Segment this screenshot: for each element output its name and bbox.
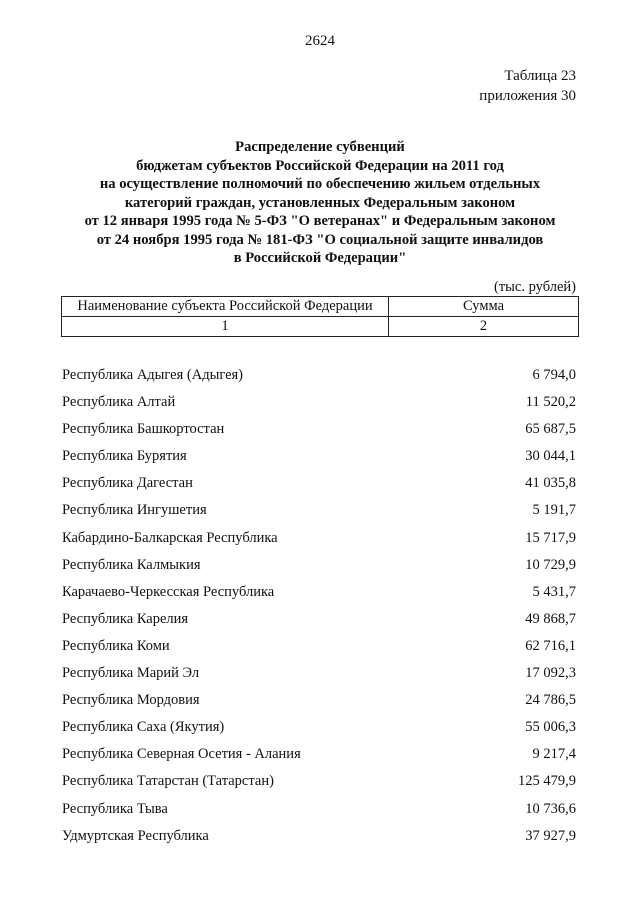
header-col-sum: Сумма [389,297,579,317]
subject-sum: 55 006,3 [525,719,576,736]
table-row [62,444,576,471]
subject-name: Республика Северная Осетия - Алания [62,746,301,763]
subject-name: Республика Карелия [62,610,189,627]
subject-name: Республика Татарстан (Татарстан) [62,773,274,790]
subject-name: Республика Дагестан [62,475,193,492]
table-row [62,824,576,851]
table-row [62,553,576,580]
table-body [62,363,576,851]
subject-name: Республика Марий Эл [62,665,200,682]
title-line: в Российской Федерации" [233,250,407,266]
title-line: на осуществление полномочий по обеспечению жильем отдельных [99,176,541,192]
subject-sum: 24 786,5 [525,692,576,709]
table-reference-line2: приложения 30 [479,88,576,104]
title-line: от 12 января 1995 года № 5-ФЗ "О ветеранах" и Федеральным законом [84,213,556,229]
table-row [62,471,576,498]
subject-name: Республика Башкортостан [62,421,225,438]
header-row [62,297,579,317]
table-row [62,607,576,634]
units-label: (тыс. рублей) [494,279,576,295]
subject-sum: 6 794,0 [532,367,576,383]
table-header [61,296,579,337]
subject-sum: 17 092,3 [525,665,576,682]
title-line: от 24 ноября 1995 года № 181-ФЗ "О социальной защите инвалидов [96,231,544,248]
table-row [62,363,576,390]
table-row [62,769,576,796]
subject-sum: 49 868,7 [525,610,576,627]
table-row [62,661,576,688]
subject-name: Кабардино-Балкарская Республика [62,529,278,546]
subject-name: Республика Мордовия [62,692,200,709]
header-col-name: Наименование субъекта Российской Федерации [62,297,389,317]
subject-sum: 125 479,9 [518,773,576,790]
table-reference [479,66,576,106]
header-col-number-2: 2 [389,317,579,337]
table-row [62,797,576,824]
subject-name: Республика Коми [62,637,170,654]
subject-name: Карачаево-Черкесская Республика [62,583,275,600]
subject-name: Республика Алтай [62,394,176,411]
subject-name: Республика Тыва [62,800,168,817]
document-title [40,138,600,268]
table-row [62,715,576,742]
subject-name: Республика Бурятия [62,448,187,465]
table-row [62,498,576,525]
table-row [62,390,576,417]
table-row [62,688,576,715]
subject-sum: 10 736,6 [525,800,576,817]
subject-name: Республика Адыгея (Адыгея) [62,367,244,383]
subject-sum: 30 044,1 [525,448,576,465]
subject-sum: 5 191,7 [532,502,576,519]
table-row [62,417,576,444]
title-line: категорий граждан, установленных Федеральным законом [124,194,516,211]
subject-name: Республика Саха (Якутия) [62,719,225,736]
subject-sum: 62 716,1 [525,637,576,654]
table-reference-line1: Таблица 23 [504,68,576,84]
subject-name: Республика Калмыкия [62,556,201,573]
subject-sum: 11 520,2 [525,394,576,411]
subject-sum: 9 217,4 [532,746,576,763]
table-row [62,634,576,661]
subject-sum: 15 717,9 [525,529,576,546]
title-line: Распределение субвенций [235,139,405,155]
subject-sum: 65 687,5 [525,421,576,438]
subject-sum: 10 729,9 [525,556,576,573]
header-number-row [62,317,579,337]
subject-name: Республика Ингушетия [62,502,207,519]
subject-sum: 5 431,7 [532,583,576,600]
table-row [62,580,576,607]
subject-sum: 37 927,9 [525,827,576,844]
header-col-number-1: 1 [62,317,389,337]
page-number: 2624 [305,33,335,49]
subject-name: Удмуртская Республика [62,827,209,844]
table-row [62,526,576,553]
subject-sum: 41 035,8 [525,475,576,492]
title-line: бюджетам субъектов Российской Федерации на 2011 год [136,157,504,174]
table-row [62,742,576,769]
